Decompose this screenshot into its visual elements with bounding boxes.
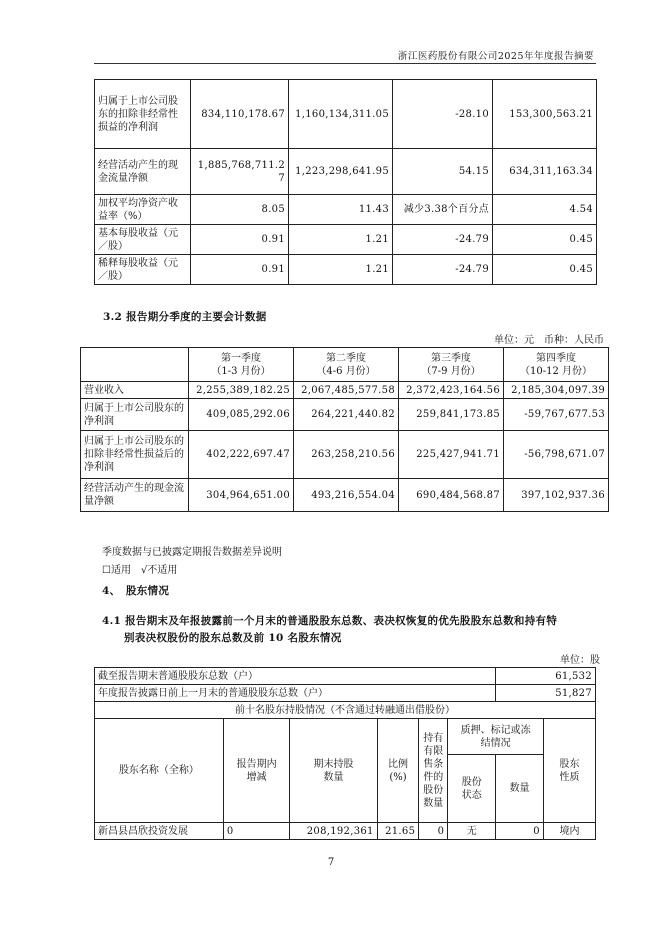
cell: 2,255,389,182.25	[189, 382, 294, 399]
table-row	[95, 149, 597, 195]
cell: -24.79	[393, 225, 493, 255]
table-row	[81, 382, 609, 399]
section-title-line1: 4.1 报告期末及年报披露前一个月末的普通股股东总数、表决权恢复的优先股股东总数和持有特	[102, 615, 558, 627]
cell: 减少3.38个百分点	[393, 195, 493, 225]
header-restricted: 持有有限售条件的股份数量	[419, 719, 448, 823]
table-row	[81, 479, 609, 512]
cell: 264,221,440.82	[294, 399, 399, 431]
header-pledge-status: 股份状态	[448, 755, 496, 823]
row-label: 基本每股收益（元／股）	[95, 225, 191, 255]
cell: -59,767,677.53	[504, 399, 609, 431]
cell: 0.45	[493, 225, 597, 255]
cell: 境内	[543, 823, 595, 840]
table-row	[95, 80, 597, 149]
summary-row	[95, 668, 596, 685]
section-title: 4、 股东情况	[102, 585, 170, 597]
header-nature: 股东性质	[543, 719, 595, 823]
unit-label: 单位：股	[560, 655, 600, 666]
cell: 1,160,134,311.05	[289, 80, 393, 149]
cell: 0.91	[191, 225, 289, 255]
cell: 402,222,697.47	[189, 431, 294, 479]
top10-title: 前十名股东持股情况（不含通过转融通出借股份）	[95, 702, 596, 719]
cell: 409,085,292.06	[189, 399, 294, 431]
header-change: 报告期内增减	[223, 719, 290, 823]
table-row	[95, 823, 596, 840]
cell: 153,300,563.21	[493, 80, 597, 149]
cell: 1.21	[289, 255, 393, 285]
table-row	[95, 255, 597, 285]
header-ratio: 比例(%)	[377, 719, 419, 823]
page-number: 7	[327, 857, 335, 868]
table-row	[95, 225, 597, 255]
row-label: 稀释每股收益（元／股）	[95, 255, 191, 285]
cell: 634,311,163.34	[493, 149, 597, 195]
cell: 834,110,178.67	[191, 80, 289, 149]
row-label: 经营活动产生的现金流量净额	[81, 479, 189, 512]
section-title-line2: 别表决权股份的股东总数及前 10 名股东情况	[124, 632, 342, 644]
cell: 304,964,651.00	[189, 479, 294, 512]
page-header: 浙江医药股份有限公司2025年年度报告摘要	[397, 51, 594, 62]
cell: 21.65	[377, 823, 419, 840]
table-header-row	[81, 348, 609, 382]
quarterly-table	[80, 347, 609, 512]
cell: 54.15	[393, 149, 493, 195]
cell: 263,258,210.56	[294, 431, 399, 479]
shareholder-name: 新昌县昌欣投资发展	[95, 823, 224, 840]
row-label: 经营活动产生的现金流量净额	[95, 149, 191, 195]
diff-note: 季度数据与已披露定期报告数据差异说明	[102, 547, 282, 558]
cell: 493,216,554.04	[294, 479, 399, 512]
cell: 无	[448, 823, 496, 840]
header-q2: 第二季度 （4-6 月份）	[294, 348, 399, 382]
cell: 225,427,941.71	[399, 431, 504, 479]
cell: 0	[496, 823, 544, 840]
row-label: 归属于上市公司股东的净利润	[81, 399, 189, 431]
shareholders-table	[94, 667, 596, 840]
cell: 1,885,768,711.27	[191, 149, 289, 195]
cell: -56,798,671.07	[504, 431, 609, 479]
key-financials-table	[94, 79, 597, 285]
cell: 259,841,173.85	[399, 399, 504, 431]
summary-value: 61,532	[496, 668, 596, 685]
cell: 0.91	[191, 255, 289, 285]
header-empty	[81, 348, 189, 382]
header-shareholder-name: 股东名称（全称）	[95, 719, 224, 823]
cell: 1,223,298,641.95	[289, 149, 393, 195]
summary-value: 51,827	[496, 685, 596, 702]
header-q1: 第一季度 （1-3 月份）	[189, 348, 294, 382]
cell: 11.43	[289, 195, 393, 225]
row-label: 营业收入	[81, 382, 189, 399]
cell: 8.05	[191, 195, 289, 225]
row-label: 归属于上市公司股东的扣除非经常性损益的净利润	[95, 80, 191, 149]
header-rule	[94, 63, 596, 64]
section-title: 3.2 报告期分季度的主要会计数据	[103, 311, 267, 323]
header-shares: 期末持股数量	[290, 719, 377, 823]
unit-label: 单位：元 币种：人民币	[494, 335, 604, 346]
summary-label: 年度报告披露日前上一月末的普通股股东总数（户）	[95, 685, 496, 702]
top10-title-row	[95, 702, 596, 719]
header-q4: 第四季度 （10-12 月份）	[504, 348, 609, 382]
cell: 0.45	[493, 255, 597, 285]
cell: 2,185,304,097.39	[504, 382, 609, 399]
cell: 2,372,423,164.56	[399, 382, 504, 399]
cell: 4.54	[493, 195, 597, 225]
cell: 397,102,937.36	[504, 479, 609, 512]
cell: -24.79	[393, 255, 493, 285]
cell: 0	[419, 823, 448, 840]
row-label: 加权平均净资产收益率（%）	[95, 195, 191, 225]
cell: -28.10	[393, 80, 493, 149]
cell: 208,192,361	[290, 823, 377, 840]
summary-row	[95, 685, 596, 702]
cell: 690,484,568.87	[399, 479, 504, 512]
row-label: 归属于上市公司股东的扣除非经常性损益后的净利润	[81, 431, 189, 479]
table-header-row	[95, 719, 596, 755]
header-pledge-qty: 数量	[496, 755, 544, 823]
cell: 2,067,485,577.58	[294, 382, 399, 399]
header-pledge: 质押、标记或冻结情况	[448, 719, 544, 755]
applicability-options: ☐适用 √不适用	[102, 565, 178, 576]
cell: 1.21	[289, 225, 393, 255]
header-q3: 第三季度 （7-9 月份）	[399, 348, 504, 382]
cell: 0	[223, 823, 290, 840]
table-row	[81, 399, 609, 431]
table-row	[95, 195, 597, 225]
summary-label: 截至报告期末普通股股东总数（户）	[95, 668, 496, 685]
table-row	[81, 431, 609, 479]
